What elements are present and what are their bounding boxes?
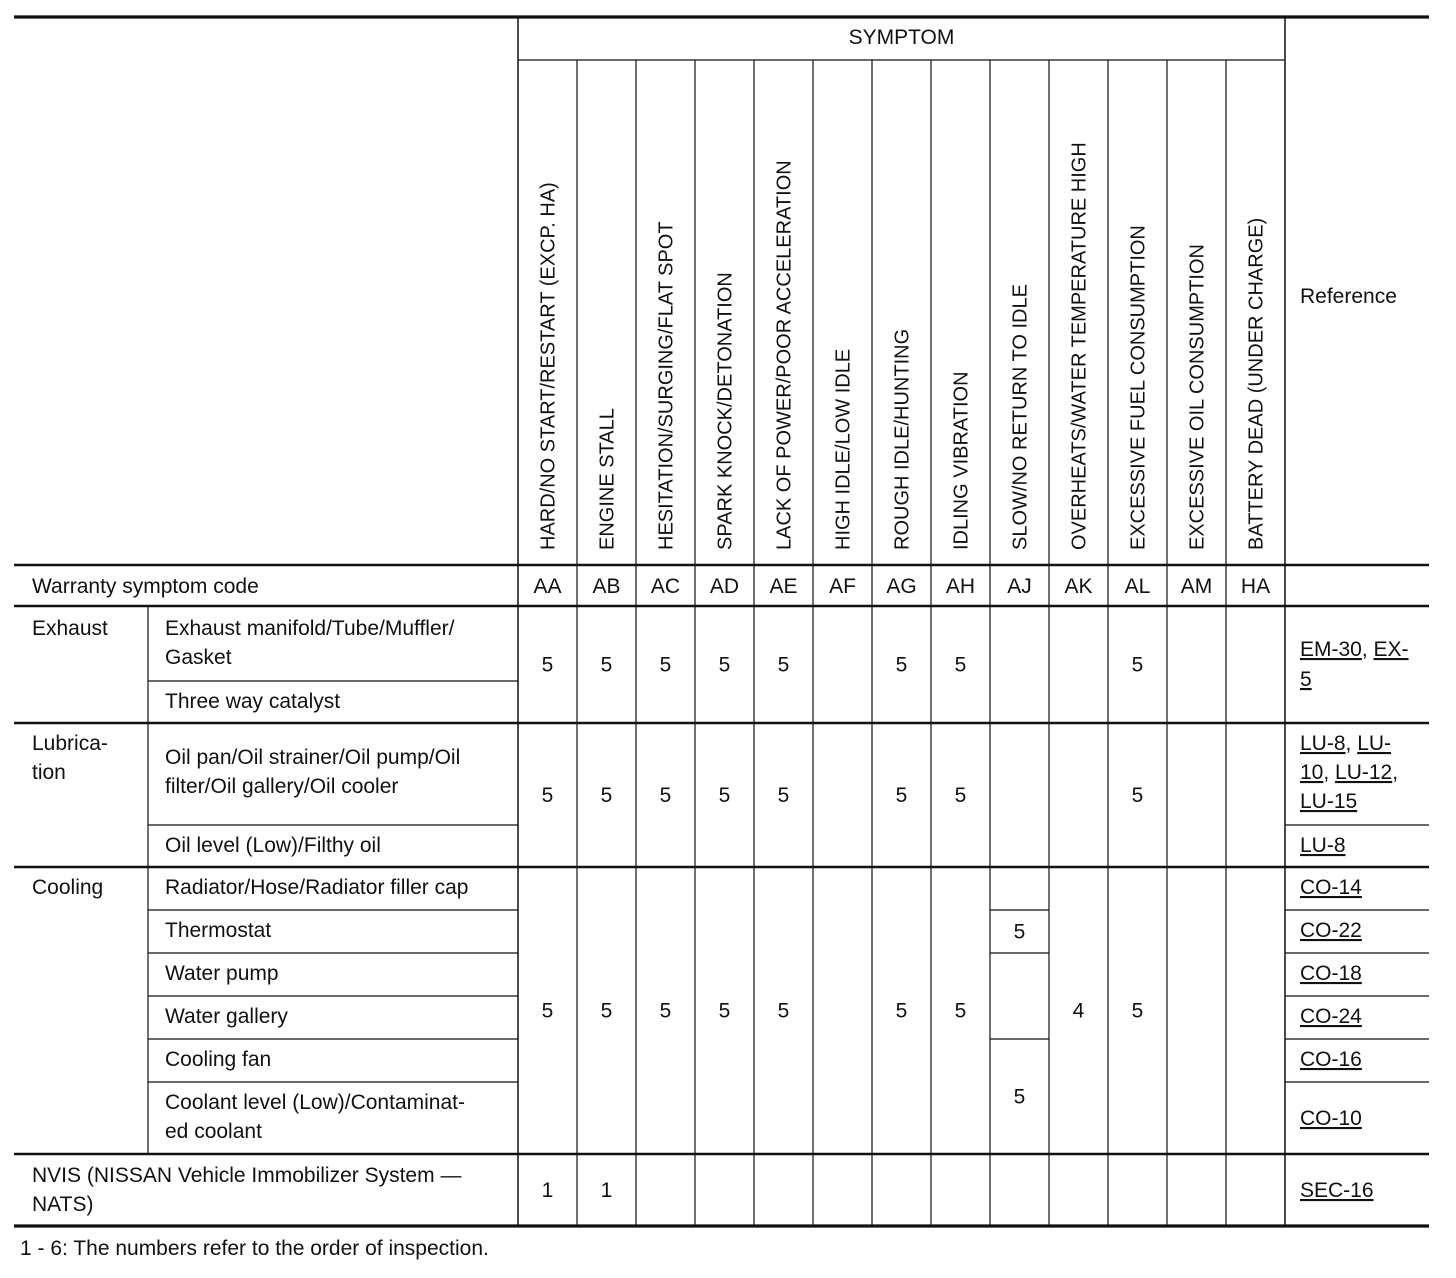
symptom-value-ae: 5 xyxy=(777,999,790,1023)
symptom-value-al: 5 xyxy=(1131,999,1144,1023)
symptom-value-ah: 5 xyxy=(954,653,967,677)
component-label: Coolant level (Low)/Contaminat- xyxy=(165,1091,465,1114)
symptom-value-ae: 5 xyxy=(777,653,790,677)
symptom-value-aj: 5 xyxy=(1013,920,1026,944)
reference-link[interactable]: LU-8 xyxy=(1300,732,1346,755)
component-label: Oil level (Low)/Filthy oil xyxy=(165,834,381,857)
reference-link[interactable]: SEC-16 xyxy=(1300,1179,1374,1202)
component-label: Gasket xyxy=(165,646,232,669)
symptom-code-am: AM xyxy=(1180,575,1213,598)
symptom-header-ac: HESITATION/SURGING/FLAT SPOT xyxy=(655,221,678,550)
reference-link[interactable]: CO-24 xyxy=(1300,1005,1362,1028)
symptom-header-al: EXCESSIVE FUEL CONSUMPTION xyxy=(1127,225,1150,550)
reference-link[interactable]: LU-12 xyxy=(1335,761,1393,784)
symptom-value-ac: 5 xyxy=(659,784,672,807)
symptom-value-aa: 5 xyxy=(541,784,554,807)
symptom-code-ab: AB xyxy=(592,575,621,598)
symptom-value-ag: 5 xyxy=(895,653,908,677)
symptom-value-aa: 5 xyxy=(541,653,554,677)
reference-link[interactable]: CO-14 xyxy=(1300,876,1362,899)
symptom-code-aa: AA xyxy=(533,575,562,598)
category-lubrication: tion xyxy=(32,761,66,784)
symptom-code-ae: AE xyxy=(769,575,798,598)
reference-link[interactable]: CO-16 xyxy=(1300,1048,1362,1071)
symptom-value-ae: 5 xyxy=(777,784,790,807)
category-exhaust: Exhaust xyxy=(32,617,108,640)
symptom-header-ae: LACK OF POWER/POOR ACCELERATION xyxy=(773,160,796,550)
symptom-code-ak: AK xyxy=(1064,575,1093,598)
reference-link[interactable]: EX- xyxy=(1373,638,1409,661)
reference-separator: , xyxy=(1392,761,1399,784)
component-label: Thermostat xyxy=(165,919,272,942)
reference-exhaust xyxy=(1300,638,1409,661)
symptom-code-af: AF xyxy=(829,575,856,598)
reference-exhaust xyxy=(1300,668,1312,691)
symptom-value-ab: 5 xyxy=(600,999,613,1023)
reference-separator: , xyxy=(1323,761,1336,784)
symptom-value-ak: 4 xyxy=(1072,999,1085,1023)
symptom-value-al: 5 xyxy=(1131,784,1144,807)
reference-link[interactable]: CO-10 xyxy=(1300,1107,1362,1130)
reference-header-title: Reference xyxy=(1300,285,1397,308)
symptom-code-ag: AG xyxy=(886,575,917,598)
component-label: filter/Oil gallery/Oil cooler xyxy=(165,775,399,798)
symptom-value-aa: 5 xyxy=(541,999,554,1023)
reference-link[interactable]: LU-8 xyxy=(1300,834,1346,857)
symptom-header-af: HIGH IDLE/LOW IDLE xyxy=(832,348,855,550)
symptom-value-ab: 1 xyxy=(600,1179,613,1202)
reference-separator: , xyxy=(1345,732,1358,755)
symptom-header-ha: BATTERY DEAD (UNDER CHARGE) xyxy=(1245,217,1268,550)
category-cooling: Cooling xyxy=(32,876,104,899)
reference-link[interactable]: LU- xyxy=(1357,732,1392,755)
symptom-header-aj: SLOW/NO RETURN TO IDLE xyxy=(1009,284,1032,550)
symptom-value-ac: 5 xyxy=(659,999,672,1023)
symptom-value-ad: 5 xyxy=(718,999,731,1023)
symptom-header-ak: OVERHEATS/WATER TEMPERATURE HIGH xyxy=(1068,142,1091,550)
symptom-header-aa: HARD/NO START/RESTART (EXCP. HA) xyxy=(537,182,560,550)
symptom-code-ac: AC xyxy=(650,575,681,598)
symptom-value-ad: 5 xyxy=(718,653,731,677)
symptom-value-ab: 5 xyxy=(600,653,613,677)
symptom-header-am: EXCESSIVE OIL CONSUMPTION xyxy=(1186,244,1209,550)
reference-link[interactable]: LU-15 xyxy=(1300,790,1358,813)
symptom-value-aa: 1 xyxy=(541,1179,554,1202)
component-label: Cooling fan xyxy=(165,1048,272,1071)
reference-link[interactable]: 5 xyxy=(1300,668,1312,691)
symptom-value-al: 5 xyxy=(1131,653,1144,677)
reference-lubrication xyxy=(1300,761,1398,784)
category-nvis: NVIS (NISSAN Vehicle Immobilizer System — xyxy=(32,1164,462,1187)
reference-lubrication xyxy=(1300,732,1391,755)
symptom-value-ab: 5 xyxy=(600,784,613,807)
symptom-value-ag: 5 xyxy=(895,784,908,807)
symptom-code-aj: AJ xyxy=(1007,575,1032,598)
reference-lubrication xyxy=(1300,790,1357,813)
category-nvis: NATS) xyxy=(32,1193,94,1216)
component-label: Radiator/Hose/Radiator filler cap xyxy=(165,876,469,899)
symptom-code-ah: AH xyxy=(945,575,976,598)
reference-link[interactable]: EM-30 xyxy=(1300,638,1362,661)
symptom-code-ha: HA xyxy=(1240,575,1271,598)
symptom-header-title: SYMPTOM xyxy=(848,26,955,49)
symptom-header-ag: ROUGH IDLE/HUNTING xyxy=(891,328,914,550)
symptom-value-ah: 5 xyxy=(954,999,967,1023)
symptom-value-aj: 5 xyxy=(1013,1085,1026,1109)
symptom-header-ah: IDLING VIBRATION xyxy=(950,371,973,550)
symptom-value-ag: 5 xyxy=(895,999,908,1023)
symptom-code-al: AL xyxy=(1124,575,1151,598)
reference-separator: , xyxy=(1361,638,1374,661)
symptom-header-ad: SPARK KNOCK/DETONATION xyxy=(714,272,737,550)
component-label: Exhaust manifold/Tube/Muffler/ xyxy=(165,617,455,640)
footnote: 1 - 6: The numbers refer to the order of inspection. xyxy=(20,1237,489,1260)
component-label: ed coolant xyxy=(165,1120,262,1143)
component-label: Three way catalyst xyxy=(165,690,341,713)
reference-link[interactable]: CO-18 xyxy=(1300,962,1362,985)
reference-link[interactable]: 10 xyxy=(1300,761,1324,784)
warranty-code-label: Warranty symptom code xyxy=(32,575,259,598)
reference-link[interactable]: CO-22 xyxy=(1300,919,1362,942)
symptom-code-ad: AD xyxy=(709,575,740,598)
symptom-value-ad: 5 xyxy=(718,784,731,807)
symptom-value-ah: 5 xyxy=(954,784,967,807)
symptom-header-ab: ENGINE STALL xyxy=(596,408,619,550)
component-label: Water gallery xyxy=(165,1005,288,1028)
category-lubrication: Lubrica- xyxy=(32,732,108,755)
component-label: Oil pan/Oil strainer/Oil pump/Oil xyxy=(165,746,461,769)
component-label: Water pump xyxy=(165,962,279,985)
symptom-value-ac: 5 xyxy=(659,653,672,677)
table-content xyxy=(20,26,1409,1260)
